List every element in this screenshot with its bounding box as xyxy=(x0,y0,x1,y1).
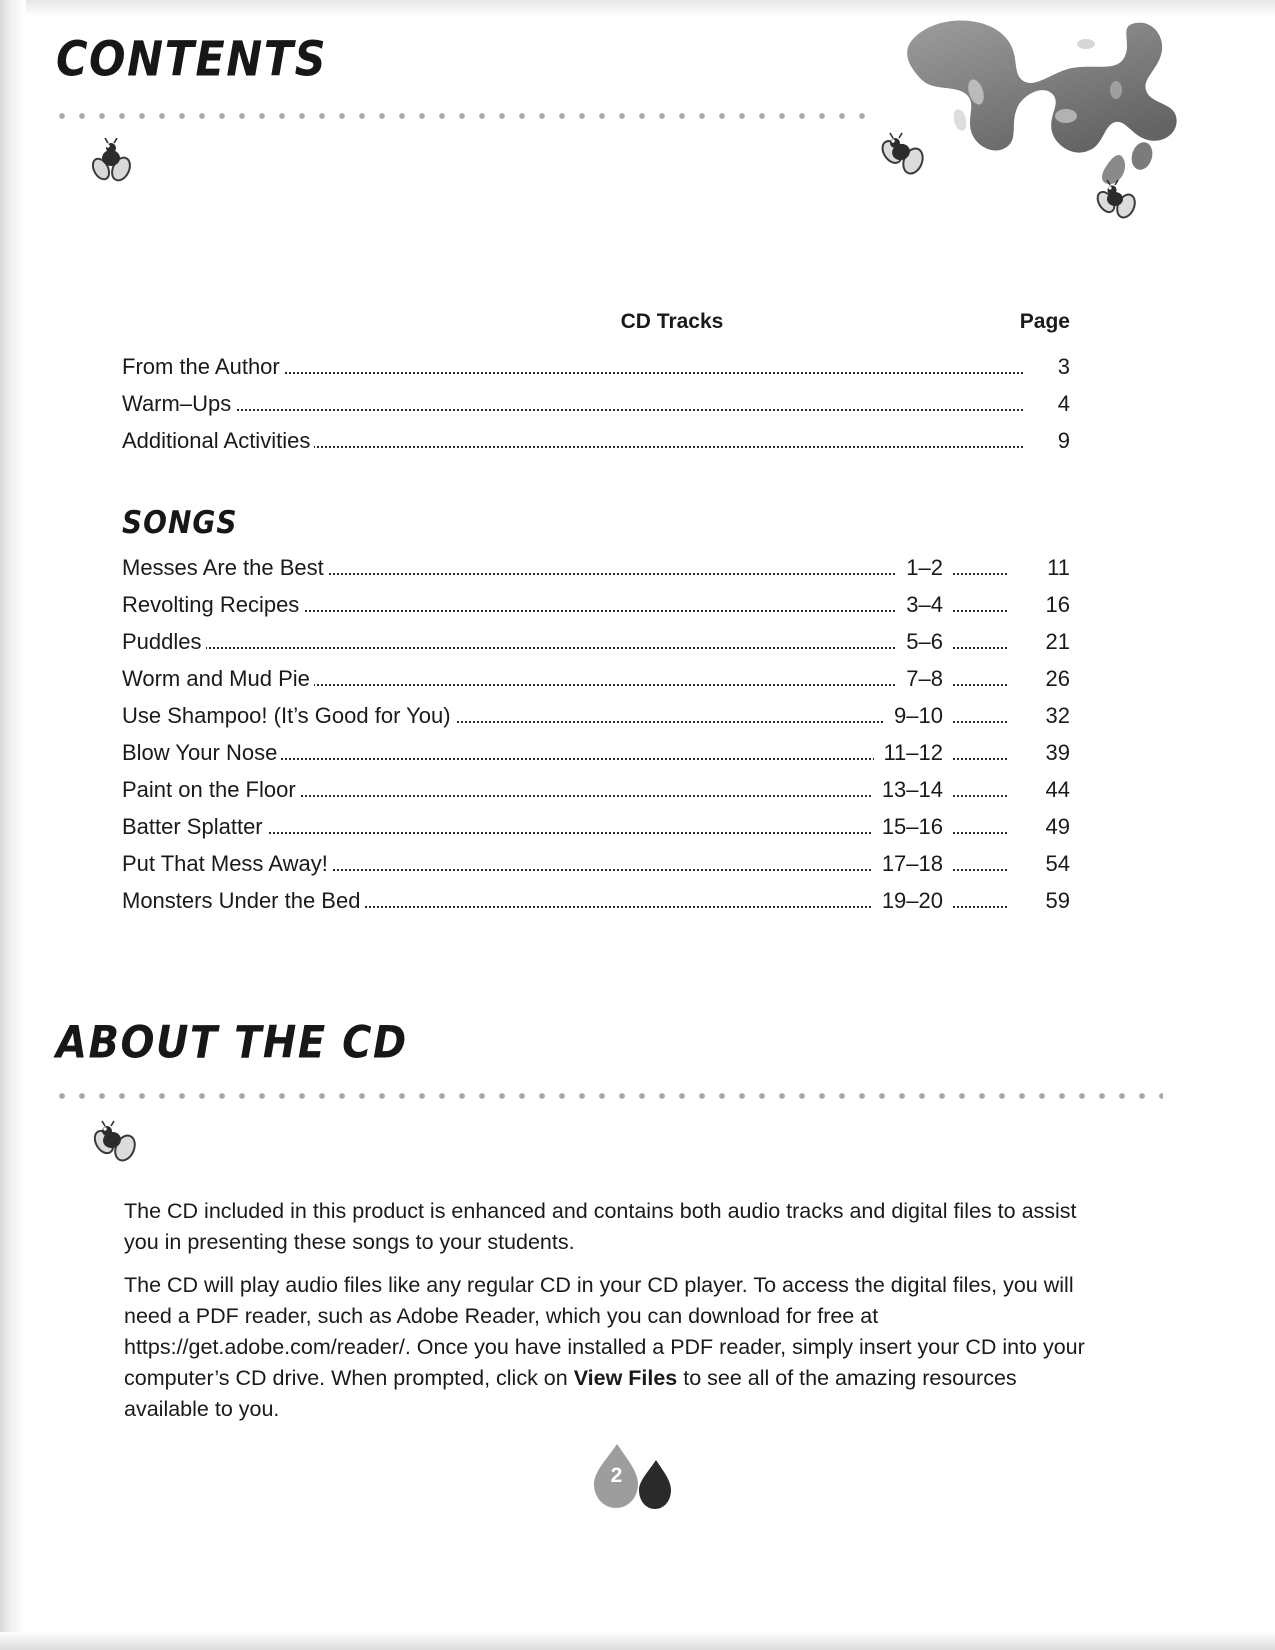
page-number: 2 xyxy=(610,1464,623,1487)
toc-entry-label: Batter Splatter xyxy=(122,814,267,839)
fly-splat-left-icon xyxy=(868,128,940,180)
toc-entry-page: 11 xyxy=(1008,549,1070,586)
toc-entry-page: 3 xyxy=(1024,348,1070,385)
toc-entry-tracks: 7–8 xyxy=(897,660,952,697)
toc-entry-tracks: 17–18 xyxy=(873,845,952,882)
toc-row[interactable] xyxy=(122,660,1070,697)
contents-divider xyxy=(58,112,874,120)
toc-entry-label: Blow Your Nose xyxy=(122,740,281,765)
view-files-emphasis: View Files xyxy=(573,1365,678,1390)
page-footer xyxy=(0,1438,1275,1528)
about-cd-paragraph-2 xyxy=(124,1270,1088,1425)
toc-entry-label: From the Author xyxy=(122,354,284,379)
toc-entry-label: Paint on the Floor xyxy=(122,777,300,802)
toc-entry-label: Warm–Ups xyxy=(122,391,235,416)
page-title: CONTENTS xyxy=(56,32,328,88)
songs-section-heading: SONGS xyxy=(122,503,238,541)
toc-songs-list xyxy=(122,549,1070,919)
toc-row[interactable] xyxy=(122,623,1070,660)
page-edge-shading-bottom xyxy=(0,1632,1275,1650)
toc-row[interactable] xyxy=(122,586,1070,623)
leader-dots xyxy=(122,409,1070,411)
paragraph-2-text-before: The CD will play audio files like any regular CD in your CD player. To access the digital files, you will need a PDF reader, such as Adobe Reader, which you can download for free at https://get.adobe.com/reader/. Once you have installed a PDF reader, simply insert your CD into your computer’s CD drive. When prompted, click on xyxy=(124,1272,1085,1390)
toc-entry-page: 54 xyxy=(1008,845,1070,882)
fly-about-section-icon xyxy=(78,1118,154,1166)
toc-header-page: Page xyxy=(1019,310,1070,333)
toc-entry-tracks: 3–4 xyxy=(897,586,952,623)
toc-row[interactable] xyxy=(122,422,1070,459)
toc-entry-page: 32 xyxy=(1008,697,1070,734)
page-edge-shading-left xyxy=(0,0,26,1650)
about-cd-divider xyxy=(58,1092,1163,1100)
paragraph-2-text-after: to see all of the amazing resources available to you. xyxy=(124,1365,1017,1421)
toc-entry-tracks: 13–14 xyxy=(873,771,952,808)
fly-splat-right-icon xyxy=(1086,176,1152,226)
toc-entry-tracks: 5–6 xyxy=(897,623,952,660)
page-edge-shading-top xyxy=(0,0,1275,16)
toc-row[interactable] xyxy=(122,348,1070,385)
about-cd-heading: ABOUT THE CD xyxy=(56,1017,408,1069)
toc-column-headers xyxy=(122,310,1070,340)
toc-entry-page: 44 xyxy=(1008,771,1070,808)
toc-entry-page: 59 xyxy=(1008,882,1070,919)
toc-entry-label: Puddles xyxy=(122,629,206,654)
toc-entry-label: Use Shampoo! (It’s Good for You) xyxy=(122,703,455,728)
fly-top-left-icon xyxy=(74,138,150,186)
toc-row[interactable] xyxy=(122,808,1070,845)
toc-entry-page: 39 xyxy=(1008,734,1070,771)
toc-entry-label: Worm and Mud Pie xyxy=(122,666,314,691)
toc-entry-page: 49 xyxy=(1008,808,1070,845)
toc-row[interactable] xyxy=(122,549,1070,586)
toc-entry-tracks: 9–10 xyxy=(885,697,952,734)
toc-row[interactable] xyxy=(122,697,1070,734)
toc-header-cd-tracks: CD Tracks xyxy=(620,310,724,333)
toc-entry-label: Put That Mess Away! xyxy=(122,851,332,876)
toc-entry-tracks: 11–12 xyxy=(874,734,952,771)
toc-entry-tracks: 19–20 xyxy=(873,882,952,919)
toc-front-matter-list xyxy=(122,348,1070,459)
toc-entry-tracks: 15–16 xyxy=(873,808,952,845)
about-cd-paragraph-1: The CD included in this product is enhanced and contains both audio tracks and digital files to assist you in presenting these songs to your students. xyxy=(124,1198,1077,1254)
toc-entry-label: Monsters Under the Bed xyxy=(122,888,364,913)
toc-row[interactable] xyxy=(122,845,1070,882)
toc-row[interactable] xyxy=(122,882,1070,919)
toc-row[interactable] xyxy=(122,385,1070,422)
toc-entry-page: 9 xyxy=(1024,422,1070,459)
toc-row[interactable] xyxy=(122,734,1070,771)
toc-entry-label: Revolting Recipes xyxy=(122,592,303,617)
toc-entry-page: 16 xyxy=(1008,586,1070,623)
toc-entry-page: 21 xyxy=(1008,623,1070,660)
toc-entry-tracks: 1–2 xyxy=(897,549,952,586)
toc-row[interactable] xyxy=(122,771,1070,808)
toc-entry-label: Additional Activities xyxy=(122,428,314,453)
toc-entry-label: Messes Are the Best xyxy=(122,555,328,580)
toc-entry-page: 4 xyxy=(1024,385,1070,422)
toc-entry-page: 26 xyxy=(1008,660,1070,697)
